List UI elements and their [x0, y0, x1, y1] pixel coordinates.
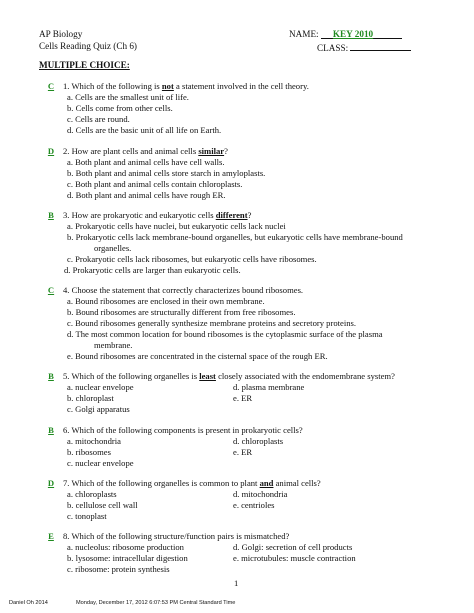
answer-1: C: [47, 81, 55, 91]
option: b. Bound ribosomes are structurally different from free ribosomes.: [67, 307, 296, 317]
option: a. nucleolus: ribosome production: [67, 542, 184, 552]
option: e. ER: [233, 393, 253, 403]
answer-2: D: [47, 146, 55, 156]
answer-3: B: [48, 210, 54, 220]
answer-6: B: [48, 425, 54, 435]
option: d. Golgi: secretion of cell products: [233, 542, 353, 552]
option: b. chloroplast: [67, 393, 114, 403]
section-title: MULTIPLE CHOICE:: [39, 60, 130, 70]
question-8: E 8. Which of the following structure/function pairs is mismatched?: [39, 531, 289, 541]
option: membrane.: [94, 340, 133, 350]
question-1: C 1. Which of the following is not a statement involved in the cell theory.: [39, 81, 309, 91]
option: a. chloroplasts: [67, 489, 117, 499]
class-row: [317, 41, 411, 53]
option: organelles.: [94, 243, 132, 253]
quiz-title: Cells Reading Quiz (Ch 6): [39, 41, 137, 51]
option: e. microtubules: muscle contraction: [233, 553, 356, 563]
option: e. ER: [233, 447, 253, 457]
footer-timestamp: Monday, December 17, 2012 6:07:53 PM Central Standard Time: [76, 600, 236, 606]
option: c. tonoplast: [67, 511, 107, 521]
option: b. ribosomes: [67, 447, 111, 457]
option: e. centrioles: [233, 500, 275, 510]
question-4: C 4. Choose the statement that correctly characterizes bound ribosomes.: [39, 285, 303, 295]
question-7: D 7. Which of the following organelles is common to plant and animal cells?: [39, 478, 321, 488]
option: a. Both plant and animal cells have cell walls.: [67, 157, 225, 167]
option: b. Prokaryotic cells lack membrane-bound organelles, but eukaryotic cells have membrane-bound: [67, 232, 403, 242]
option: c. Bound ribosomes generally synthesize membrane proteins and secretory proteins.: [67, 318, 357, 328]
option: b. Both plant and animal cells store starch in amyloplasts.: [67, 168, 266, 178]
option: d. mitochondria: [233, 489, 288, 499]
footer-author: Daniel Oh 2014: [9, 600, 48, 606]
option: c. Prokaryotic cells lack ribosomes, but eukaryotic cells have ribosomes.: [67, 254, 317, 264]
option: c. Both plant and animal cells contain chloroplasts.: [67, 179, 243, 189]
option: a. nuclear envelope: [67, 382, 134, 392]
answer-7: D: [47, 478, 55, 488]
option: d. Cells are the basic unit of all life on Earth.: [67, 125, 222, 135]
answer-4: C: [47, 285, 55, 295]
question-3: B 3. How are prokaryotic and eukaryotic cells different?: [39, 210, 251, 220]
class-blank: [350, 41, 411, 51]
option: b. Cells come from other cells.: [67, 103, 173, 113]
option: c. nuclear envelope: [67, 458, 134, 468]
course-title: AP Biology: [39, 29, 83, 39]
option: d. The most common location for bound ribosomes is the cytoplasmic surface of the plasma: [67, 329, 383, 339]
page-number: 1: [234, 578, 239, 588]
option: a. Cells are the smallest unit of life.: [67, 92, 189, 102]
option: b. cellulose cell wall: [67, 500, 138, 510]
option: d. Prokaryotic cells are larger than eukaryotic cells.: [64, 265, 241, 275]
option: c. ribosome: protein synthesis: [67, 564, 170, 574]
option: a. Bound ribosomes are enclosed in their own membrane.: [67, 296, 265, 306]
name-value: KEY 2010: [332, 29, 374, 39]
option: d. chloroplasts: [233, 436, 284, 446]
question-6: B 6. Which of the following components is present in prokaryotic cells?: [39, 425, 303, 435]
name-blank: [321, 29, 402, 39]
question-5: B 5. Which of the following organelles is least closely associated with the endomembrane system?: [39, 371, 395, 381]
answer-5: B: [48, 371, 54, 381]
class-label: CLASS:: [317, 43, 349, 53]
option: a. mitochondria: [67, 436, 121, 446]
answer-8: E: [48, 531, 54, 541]
option: d. plasma membrane: [233, 382, 305, 392]
option: a. Prokaryotic cells have nuclei, but eukaryotic cells lack nuclei: [67, 221, 286, 231]
option: c. Cells are round.: [67, 114, 130, 124]
question-2: D 2. How are plant cells and animal cells similar?: [39, 146, 228, 156]
option: c. Golgi apparatus: [67, 404, 130, 414]
option: d. Both plant and animal cells have rough ER.: [67, 190, 226, 200]
name-row: [289, 29, 402, 39]
name-label: NAME:: [289, 29, 319, 39]
option: b. lysosome: intracellular digestion: [67, 553, 188, 563]
option: e. Bound ribosomes are concentrated in the cisternal space of the rough ER.: [67, 351, 328, 361]
